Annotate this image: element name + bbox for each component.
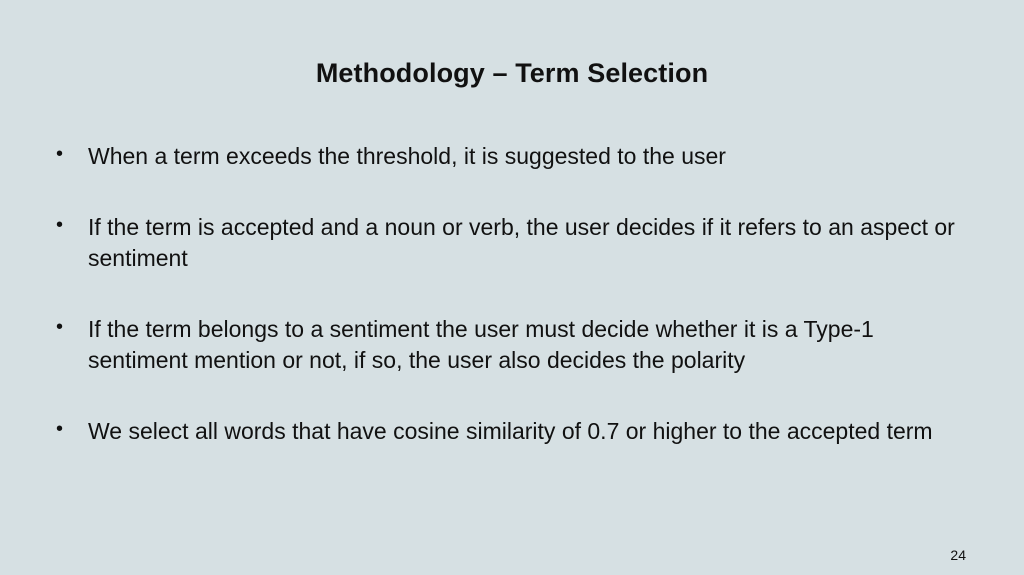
- bullet-text: If the term is accepted and a noun or verb, the user decides if it refers to an aspect or sentiment: [88, 214, 955, 271]
- slide-title: Methodology – Term Selection: [315, 58, 709, 88]
- page-number: 24: [950, 547, 966, 563]
- bullet-icon: •: [56, 316, 64, 338]
- bullet-icon: •: [56, 214, 64, 236]
- bullet-icon: •: [56, 143, 64, 165]
- bullet-text: We select all words that have cosine similarity of 0.7 or higher to the accepted term: [88, 418, 933, 444]
- bullet-text: If the term belongs to a sentiment the user must decide whether it is a Type-1 sentiment mention or not, if so, the user also decides the polarity: [88, 316, 874, 373]
- bullet-icon: •: [56, 418, 64, 440]
- bullet-text: When a term exceeds the threshold, it is suggested to the user: [88, 143, 726, 169]
